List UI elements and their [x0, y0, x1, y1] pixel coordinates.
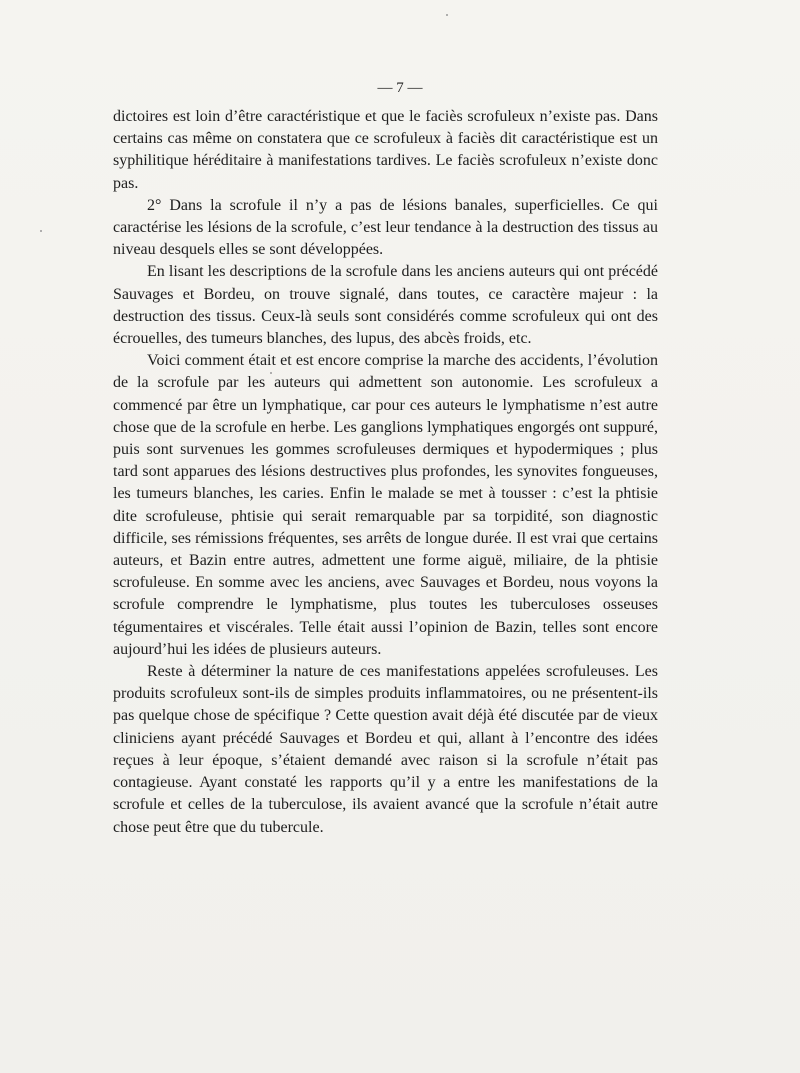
- paragraph-4: Voici comment était et est encore comprise la marche des accidents, l’évolution de la scrofule par les auteurs qui admettent son autonomie. Les scrofuleux a commencé par être un lymphatique, car pour ces auteurs le lymphatisme n’est autre chose que de la scrofule en herbe. Les ganglions lymphatiques engorgés ont suppuré, puis sont survenues les gommes scrofuleuses dermiques et hypodermiques ; plus tard sont apparues des lésions destructives plus profondes, les synovites fongueuses, les tumeurs blanches, les caries. Enfin le malade se met à tousser : c’est la phtisie dite scrofuleuse, phtisie qui serait remarquable par sa torpidité, son diagnostic difficile, ses rémissions fréquentes, ses arrêts de longue durée. Il est vrai que certains auteurs, et Bazin entre autres, admettent une forme aiguë, miliaire, de la phtisie scrofuleuse. En somme avec les anciens, avec Sauvages et Bordeu, nous voyons la scrofule comprendre le lymphatisme, plus toutes les tuberculoses osseuses tégumentaires et viscérales. Telle était aussi l’opinion de Bazin, telles sont encore aujourd’hui les idées de plusieurs auteurs.: [113, 352, 658, 658]
- paper-speck: [40, 230, 42, 232]
- body-text: [113, 106, 658, 839]
- paragraph-3: En lisant les descriptions de la scrofule dans les anciens auteurs qui ont précédé Sauvages et Bordeu, on trouve signalé, dans toutes, ce caractère majeur : la destruction des tissus. Ceux-là seuls sont considérés comme scrofuleux qui ont des écrouelles, des tumeurs blanches, des lupus, des abcès froids, etc.: [113, 263, 658, 348]
- paper-speck: [446, 14, 448, 16]
- paper-speck: [270, 372, 272, 374]
- paragraph-1: dictoires est loin d’être caractéristique et que le faciès scrofuleux n’existe pas. Dans certains cas même on constatera que ce scrofuleux à faciès dit caractéristique est un syphilitique héréditaire à manifestations tardives. Le faciès scrofuleux n’existe donc pas.: [113, 108, 658, 192]
- page-number: — 7 —: [377, 80, 423, 96]
- paragraph-2: 2° Dans la scrofule il n’y a pas de lésions banales, superficielles. Ce qui caractérise les lésions de la scrofule, c’est leur tendance à la destruction des tissus au niveau desquels elles se sont développées.: [113, 196, 658, 259]
- paragraph-5: Reste à déterminer la nature de ces manifestations appelées scrofuleuses. Les produits scrofuleux sont-ils de simples produits inflammatoires, ou ne présentent-ils pas quelque chose de spécifique ? Cette question avait déjà été discutée par de vieux cliniciens ayant précédé Sauvages et Bordeu et qui, allant à l’encontre des idées reçues à leur époque, s’étaient demandé avec raison si la scrofule n’était pas contagieuse. Ayant constaté les rapports qu’il y a entre les manifestations de la scrofule et celles de la tuberculose, ils avaient avancé que la scrofule n’était autre chose peut être que du tubercule.: [113, 663, 658, 836]
